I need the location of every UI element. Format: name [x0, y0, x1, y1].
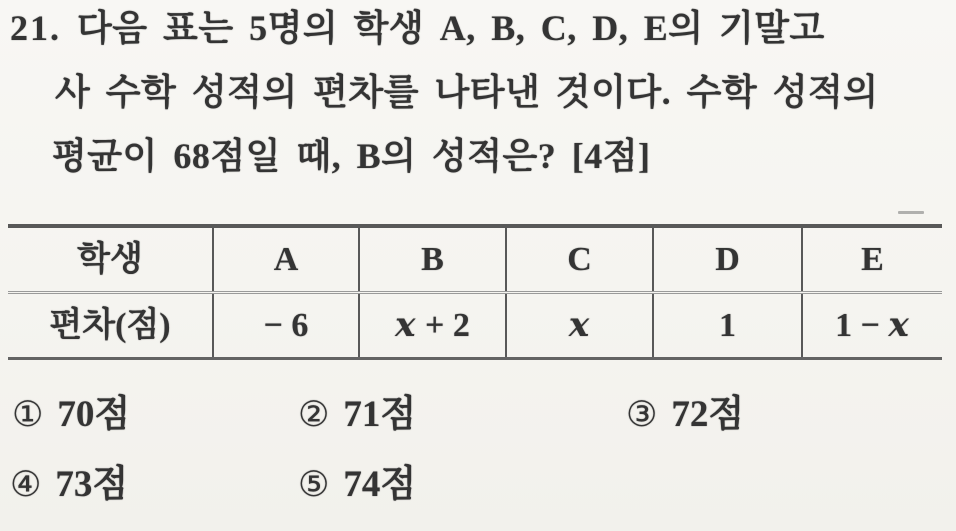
- question-line-1: [10, 6, 825, 50]
- answer-choice-4: [10, 462, 128, 508]
- value-cell-b: x + 2: [358, 294, 505, 357]
- question-text-line-3: 평균이 68점일 때, B의 성적은? [4점]: [52, 136, 651, 176]
- question-line-3: [52, 134, 651, 178]
- question-line-2: [55, 70, 879, 114]
- header-cell-b: B: [358, 228, 505, 291]
- value-cell-e: 1 − x: [801, 294, 942, 357]
- table-header-row: [8, 228, 942, 294]
- answer-choice-5: [298, 462, 416, 508]
- choice-4-circled-number: ④: [10, 465, 42, 505]
- choice-2-circled-number: ②: [298, 395, 330, 435]
- row-label-deviation: 편차(점): [49, 307, 171, 344]
- choice-1-circled-number: ①: [12, 395, 44, 435]
- question-text-line-2: 사 수학 성적의 편차를 나타낸 것이다. 수학 성적의: [55, 72, 879, 112]
- choice-3-label: 72점: [671, 394, 745, 435]
- table-data-row: [8, 294, 942, 357]
- choice-1-label: 70점: [57, 394, 131, 435]
- scan-artifact-mark: [898, 211, 924, 214]
- value-cell-a: − 6: [212, 294, 358, 357]
- question-number: 21.: [10, 8, 61, 48]
- choice-5-circled-number: ⑤: [298, 465, 330, 505]
- question-text-line-1: 다음 표는 5명의 학생 A, B, C, D, E의 기말고: [77, 8, 825, 48]
- math-variable-x: x: [395, 305, 417, 345]
- header-cell-d: D: [652, 228, 801, 291]
- choice-5-label: 74점: [343, 464, 417, 505]
- choice-4-label: 73점: [55, 464, 129, 505]
- value-cell-c: [505, 294, 652, 357]
- header-cell-c: C: [505, 228, 652, 291]
- answer-choice-3: [626, 392, 744, 438]
- math-variable-x: x: [888, 305, 910, 345]
- answer-choice-2: [298, 392, 416, 438]
- deviation-table: [8, 224, 942, 360]
- math-variable-x: x: [568, 305, 591, 345]
- value-cell-d: 1: [652, 294, 801, 357]
- header-cell-a: A: [212, 228, 358, 291]
- answer-choice-1: [12, 392, 130, 438]
- header-cell-e: E: [801, 228, 942, 291]
- choice-3-circled-number: ③: [626, 395, 658, 435]
- header-cell-student-label: 학생: [77, 241, 143, 278]
- choice-2-label: 71점: [343, 394, 417, 435]
